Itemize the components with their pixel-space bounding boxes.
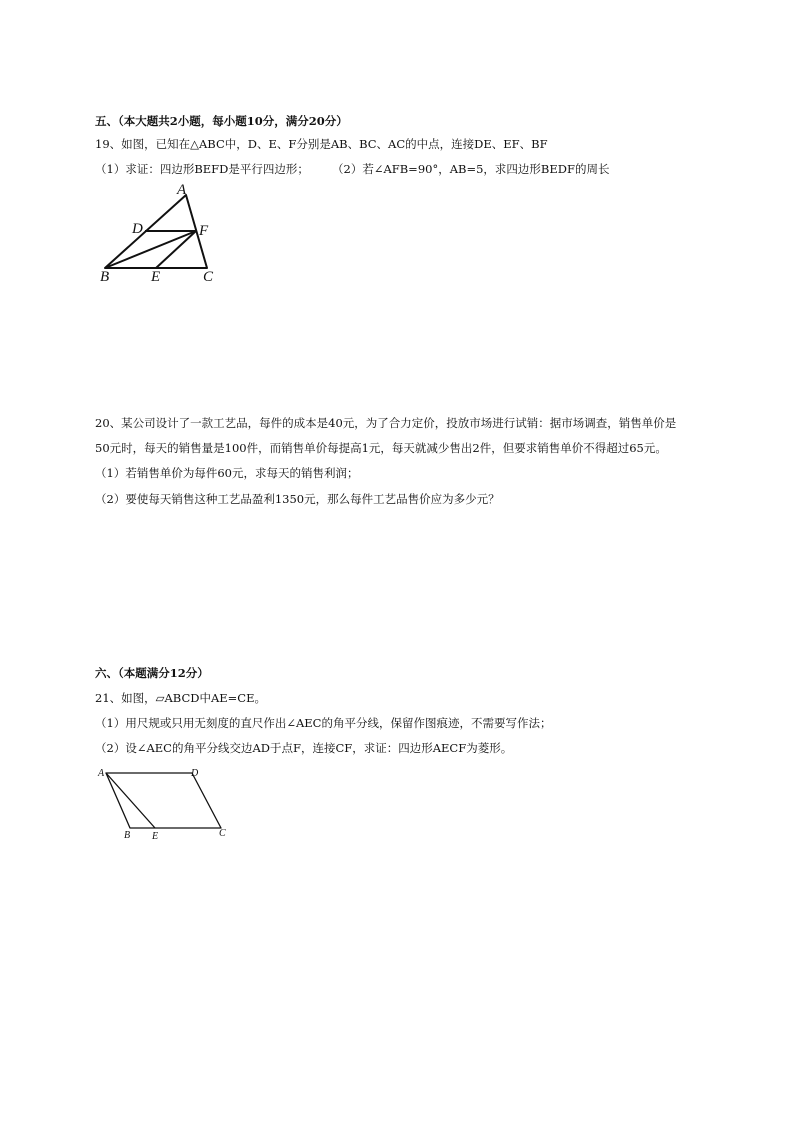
section-5-heading: 五、（本大题共2小题，每小题10分，满分20分） bbox=[95, 114, 348, 128]
label-b: B bbox=[124, 830, 131, 841]
segment-bf bbox=[105, 231, 196, 268]
label-e: E bbox=[151, 269, 161, 285]
q19-stem: 19、如图，已知在△ABC中，D、E、F分别是AB、BC、AC的中点，连接DE、EF、BF bbox=[95, 137, 548, 151]
q21-parallelogram-figure bbox=[95, 764, 235, 844]
section-6-heading: 六、（本题满分12分） bbox=[95, 666, 209, 680]
q21-stem: 21、如图，▱ABCD中AE=CE。 bbox=[95, 691, 266, 705]
parallelogram-abcd bbox=[106, 773, 221, 828]
label-e: E bbox=[152, 831, 159, 842]
label-a: A bbox=[177, 182, 187, 198]
label-d: D bbox=[191, 768, 199, 779]
segment-ae bbox=[106, 773, 155, 828]
q20-part2: （2）要使每天销售这种工艺品盈利1350元，那么每件工艺品售价应为多少元？ bbox=[95, 492, 500, 506]
q19-triangle-figure bbox=[95, 178, 225, 288]
q21-part2: （2）设∠AEC的角平分线交边AD于点F，连接CF，求证：四边形AECF为菱形。 bbox=[95, 741, 513, 755]
q20-line2: 50元时，每天的销售量是100件，而销售单价每提高1元，每天就减少售出2件，但要求销售单价不得超过65元。 bbox=[95, 441, 667, 455]
q21-part1: （1）用尺规或只用无刻度的直尺作出∠AEC的角平分线，保留作图痕迹，不需要写作法； bbox=[95, 716, 552, 730]
label-d: D bbox=[132, 221, 143, 237]
q19-part1: （1）求证：四边形BEFD是平行四边形； bbox=[95, 162, 309, 176]
q20-line1: 20、某公司设计了一款工艺品，每件的成本是40元，为了合力定价，投放市场进行试销：据市场调查，销售单价是 bbox=[95, 416, 677, 430]
label-f: F bbox=[199, 223, 209, 239]
label-c: C bbox=[203, 269, 214, 285]
label-c: C bbox=[219, 828, 226, 839]
label-a: A bbox=[98, 768, 105, 779]
q19-part2: （2）若∠AFB=90°，AB=5，求四边形BEDF的周长 bbox=[332, 162, 610, 176]
segment-ef bbox=[156, 231, 196, 268]
q20-part1: （1）若销售单价为每件60元，求每天的销售利润； bbox=[95, 466, 359, 480]
label-b: B bbox=[100, 269, 110, 285]
